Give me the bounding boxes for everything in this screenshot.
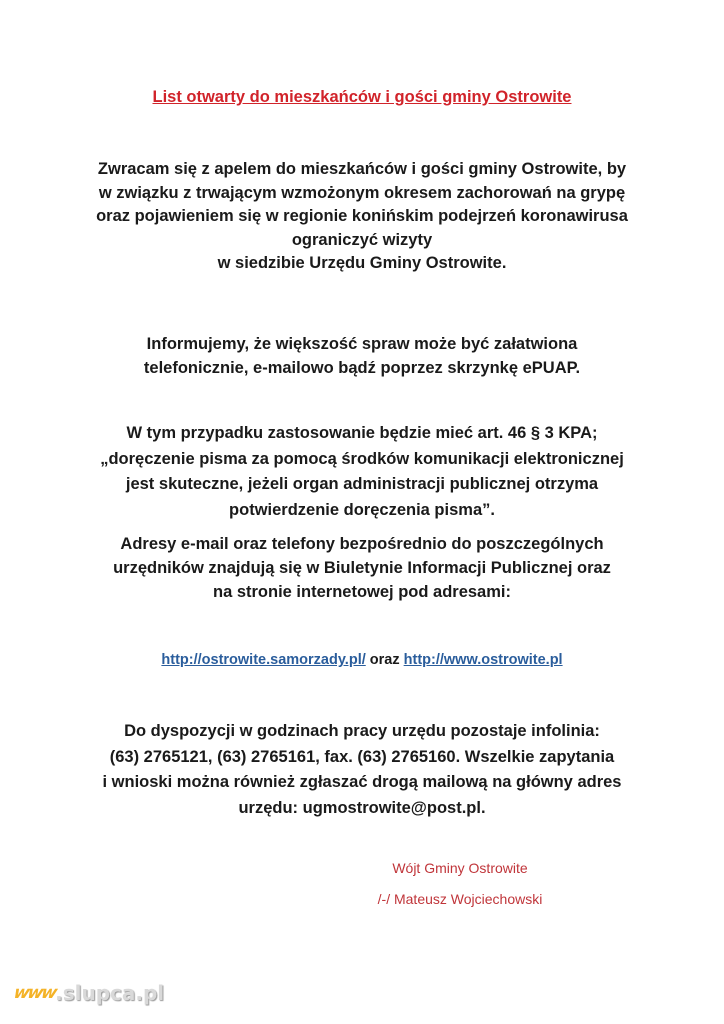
links-separator: oraz bbox=[369, 652, 400, 668]
text-line: na stronie internetowej pod adresami: bbox=[213, 583, 511, 601]
paragraph-appeal bbox=[0, 158, 724, 276]
text-line: „doręczenie pisma za pomocą środków komunikacji elektronicznej bbox=[100, 449, 624, 468]
text-line: oraz pojawieniem się w regionie konińskim podejrzeń koronawirusa bbox=[96, 207, 628, 226]
text-line: potwierdzenie doręczenia pisma”. bbox=[229, 500, 495, 519]
text-line: urzędników znajdują się w Biuletynie Informacji Publicznej oraz bbox=[113, 559, 611, 577]
paragraph-contacts bbox=[0, 532, 724, 604]
link-ostrowite[interactable]: http://www.ostrowite.pl bbox=[403, 652, 563, 668]
text-line: i wnioski można również zgłaszać drogą mailową na główny adres bbox=[102, 773, 622, 791]
text-line: urzędu: ugmostrowite@post.pl. bbox=[238, 798, 486, 817]
text-line: Zwracam się z apelem do mieszkańców i gości gminy Ostrowite, by bbox=[97, 160, 627, 178]
signature-name: /-/ Mateusz Wojciechowski bbox=[377, 891, 543, 907]
text-line: (63) 2765121, (63) 2765161, fax. (63) 2765160. Wszelkie zapytania bbox=[109, 747, 615, 766]
signature-role: Wójt Gminy Ostrowite bbox=[392, 860, 528, 876]
logo-www-mark: www bbox=[11, 983, 58, 1003]
text-line: ograniczyć wizyty bbox=[291, 230, 433, 249]
links-row bbox=[0, 652, 724, 668]
text-line: telefonicznie, e-mailowo bądź poprzez skrzynkę ePUAP. bbox=[143, 359, 581, 377]
text-line: W tym przypadku zastosowanie będzie mieć art. 46 § 3 KPA; bbox=[126, 424, 598, 442]
logo-domain: .slupca.pl bbox=[55, 981, 165, 1005]
text-line: Do dyspozycji w godzinach pracy urzędu pozostaje infolinia: bbox=[124, 722, 600, 740]
slupca-logo bbox=[11, 978, 165, 1008]
letter-title: List otwarty do mieszkańców i gości gminy Ostrowite bbox=[152, 88, 572, 106]
paragraph-hotline bbox=[0, 719, 724, 821]
link-samorzady[interactable]: http://ostrowite.samorzady.pl/ bbox=[161, 652, 366, 668]
paragraph-legal bbox=[0, 421, 724, 523]
text-line: w związku z trwającym wzmożonym okresem zachorowań na grypę bbox=[98, 183, 626, 202]
text-line: Adresy e-mail oraz telefony bezpośrednio do poszczególnych bbox=[120, 535, 604, 553]
text-line: w siedzibie Urzędu Gminy Ostrowite. bbox=[217, 254, 507, 273]
paragraph-info bbox=[0, 332, 724, 380]
text-line: jest skuteczne, jeżeli organ administracji publicznej otrzyma bbox=[125, 475, 599, 493]
text-line: Informujemy, że większość spraw może być załatwiona bbox=[146, 335, 578, 353]
